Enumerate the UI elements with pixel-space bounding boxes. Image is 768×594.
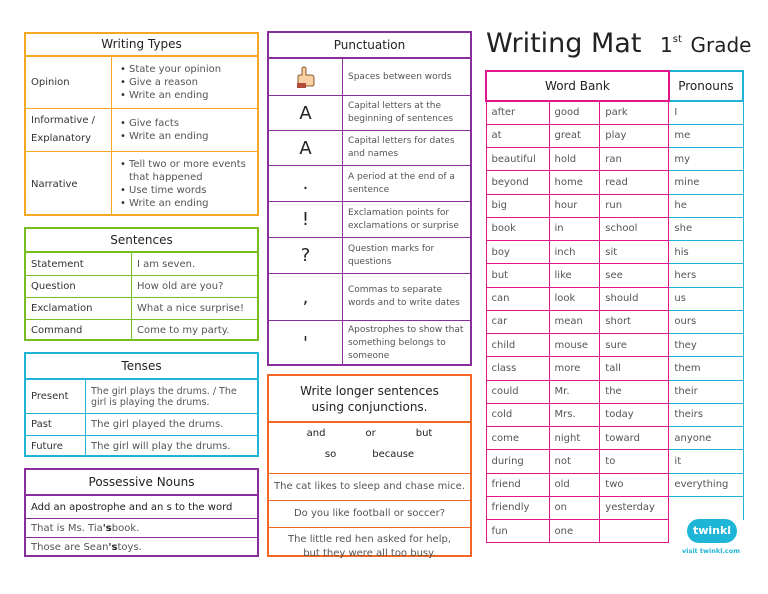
word-cell: tall xyxy=(600,357,669,380)
word-cell xyxy=(600,520,669,543)
pronoun-cell: his xyxy=(669,241,743,264)
punctuation-symbol: ! xyxy=(269,202,343,237)
punctuation-desc: Capital letters for dates and names xyxy=(348,136,455,159)
grade-suffix: st xyxy=(672,34,682,45)
bullet: • Give a reason xyxy=(129,76,221,89)
word-cell: come xyxy=(486,427,549,450)
hand-icon-svg xyxy=(293,64,319,90)
word-bank-row xyxy=(486,357,743,380)
word-cell: more xyxy=(549,357,600,380)
punctuation-symbol: . xyxy=(269,166,343,201)
tense-example: The girl played the drums. xyxy=(91,419,224,430)
possessive-rule-text: Add an apostrophe and an s to the word xyxy=(31,501,233,513)
sentence-example: How old are you? xyxy=(137,281,224,292)
possessive-nouns-panel xyxy=(24,468,259,557)
tense-row xyxy=(26,435,257,457)
sentence-type: Command xyxy=(26,320,132,341)
sentence-example: I am seven. xyxy=(137,258,196,270)
punctuation-row xyxy=(269,95,470,130)
word-cell: friendly xyxy=(486,496,549,519)
bullet: • Write an ending xyxy=(129,130,209,143)
punctuation-row xyxy=(269,237,470,273)
word-cell: sure xyxy=(600,334,669,357)
pronoun-cell: ours xyxy=(669,310,743,333)
tense-row xyxy=(26,380,257,413)
word-bank-row xyxy=(486,171,743,194)
word-bank-row xyxy=(486,334,743,357)
possessive-example-text: That is Ms. Tia xyxy=(31,522,103,534)
word-cell: book xyxy=(486,217,549,240)
writing-type-bullets xyxy=(117,158,252,210)
word-bank-row xyxy=(486,148,743,171)
word-cell: fun xyxy=(486,520,549,543)
word-cell: two xyxy=(600,473,669,496)
bullet: • Write an ending xyxy=(129,89,221,102)
conjunction-word: because xyxy=(372,449,415,460)
punctuation-desc: Spaces between words xyxy=(348,72,452,82)
word-cell: to xyxy=(600,450,669,473)
pronoun-cell: theirs xyxy=(669,403,743,426)
tense-label: Present xyxy=(26,380,86,413)
pointing-hand-icon xyxy=(269,59,343,95)
bullet: • Use time words xyxy=(129,184,252,197)
word-bank-title: Word Bank xyxy=(486,71,669,101)
tense-row xyxy=(26,413,257,435)
pronoun-cell: their xyxy=(669,380,743,403)
pronouns-title: Pronouns xyxy=(669,71,743,101)
word-cell: after xyxy=(486,101,549,124)
sentence-type: Exclamation xyxy=(26,298,132,319)
writing-type-label: Opinion xyxy=(26,57,112,108)
tenses-panel xyxy=(24,352,259,457)
word-cell: car xyxy=(486,310,549,333)
possessive-example xyxy=(26,537,257,556)
word-cell: friend xyxy=(486,473,549,496)
page-title xyxy=(486,28,751,59)
pronoun-cell: us xyxy=(669,287,743,310)
punctuation-symbol: ? xyxy=(269,238,343,273)
word-cell: run xyxy=(600,194,669,217)
word-bank-row xyxy=(486,450,743,473)
bullet: • Give facts xyxy=(129,117,209,130)
word-cell: toward xyxy=(600,427,669,450)
word-cell: at xyxy=(486,124,549,147)
word-cell: could xyxy=(486,380,549,403)
word-cell: night xyxy=(549,427,600,450)
pronoun-cell: he xyxy=(669,194,743,217)
word-cell: one xyxy=(549,520,600,543)
punctuation-desc: Commas to separate words and to write dates xyxy=(348,285,460,308)
word-cell: park xyxy=(600,101,669,124)
pronoun-cell: them xyxy=(669,357,743,380)
word-cell: in xyxy=(549,217,600,240)
word-cell: big xyxy=(486,194,549,217)
word-bank-row xyxy=(486,427,743,450)
twinkl-logo-text: twinkl xyxy=(692,524,732,537)
word-bank-row xyxy=(486,217,743,240)
pronoun-cell: me xyxy=(669,124,743,147)
word-cell: hour xyxy=(549,194,600,217)
word-cell: cold xyxy=(486,403,549,426)
writing-type-bullets xyxy=(117,117,209,143)
punctuation-row xyxy=(269,59,470,95)
pronoun-cell: they xyxy=(669,334,743,357)
conjunction-word: and xyxy=(306,428,326,439)
sentence-row xyxy=(26,319,257,341)
punctuation-row xyxy=(269,165,470,201)
bullet: • Write an ending xyxy=(129,197,252,210)
word-bank-row xyxy=(486,473,743,496)
word-cell: inch xyxy=(549,241,600,264)
word-cell: ran xyxy=(600,148,669,171)
writing-type-row xyxy=(26,108,257,151)
word-bank-row xyxy=(486,310,743,333)
conjunction-word: or xyxy=(365,428,376,439)
word-bank-row xyxy=(486,194,743,217)
word-cell: sit xyxy=(600,241,669,264)
punctuation-desc: Apostrophes to show that something belongs to someone xyxy=(348,325,464,361)
possessive-example xyxy=(26,518,257,537)
bullet: • Tell two or more events that happened xyxy=(129,158,252,184)
writing-type-bullets xyxy=(117,63,221,102)
pronoun-cell: anyone xyxy=(669,427,743,450)
word-cell: hold xyxy=(549,148,600,171)
pronoun-cell: it xyxy=(669,450,743,473)
writing-types-title: Writing Types xyxy=(26,34,257,57)
word-cell: school xyxy=(600,217,669,240)
word-cell: short xyxy=(600,310,669,333)
word-cell: boy xyxy=(486,241,549,264)
word-cell: yesterday xyxy=(600,496,669,519)
possessive-example-text: Those are Sean xyxy=(31,541,109,553)
word-cell: but xyxy=(486,264,549,287)
tense-example: The girl plays the drums. / The girl is playing the drums. xyxy=(91,385,237,408)
sentences-panel xyxy=(24,227,259,341)
word-cell: today xyxy=(600,403,669,426)
sentence-type: Statement xyxy=(26,253,132,275)
word-bank-row xyxy=(486,264,743,287)
word-bank-row xyxy=(486,496,743,519)
word-cell: beyond xyxy=(486,171,549,194)
writing-types-rows xyxy=(26,57,257,216)
punctuation-row xyxy=(269,273,470,320)
possessive-rule xyxy=(26,496,257,518)
punctuation-desc: Exclamation points for exclamations or surprise xyxy=(348,207,459,231)
word-bank-row xyxy=(486,101,743,124)
sentence-row xyxy=(26,253,257,275)
pronoun-cell: everything xyxy=(669,473,743,496)
word-cell: great xyxy=(549,124,600,147)
possessive-apostrophe-s: 's xyxy=(102,522,112,534)
possessive-apostrophe-s: 's xyxy=(108,541,118,553)
tense-example: The girl will play the drums. xyxy=(91,441,231,452)
pronoun-cell: my xyxy=(669,148,743,171)
conjunction-example: The cat likes to sleep and chase mice. xyxy=(269,474,470,501)
word-cell: should xyxy=(600,287,669,310)
punctuation-symbol: A xyxy=(269,131,343,165)
conjunctions-panel xyxy=(267,374,472,557)
word-cell: child xyxy=(486,334,549,357)
punctuation-symbol: ' xyxy=(269,321,343,366)
tense-label: Future xyxy=(26,436,86,457)
word-cell: home xyxy=(549,171,600,194)
sentences-title: Sentences xyxy=(26,229,257,253)
pronoun-cell xyxy=(669,496,743,519)
word-cell: class xyxy=(486,357,549,380)
page-title-text: Writing Mat xyxy=(486,28,642,59)
grade-word: Grade xyxy=(690,33,752,57)
word-bank-row xyxy=(486,124,743,147)
word-cell: play xyxy=(600,124,669,147)
word-cell: old xyxy=(549,473,600,496)
word-cell: see xyxy=(600,264,669,287)
word-bank-body xyxy=(486,101,743,543)
sentence-row xyxy=(26,297,257,319)
conjunction-words xyxy=(269,423,470,474)
grade-number: 1 xyxy=(660,33,673,57)
conjunctions-title: Write longer sentences using conjunctions. xyxy=(269,376,470,423)
possessive-example-text: toys. xyxy=(117,541,142,553)
punctuation-desc: Capital letters at the beginning of sentences xyxy=(348,101,454,124)
punctuation-row xyxy=(269,130,470,165)
conjunction-word: but xyxy=(415,428,433,439)
conjunction-word: so xyxy=(324,449,337,460)
sentence-example: Come to my party. xyxy=(137,325,230,336)
possessive-nouns-title: Possessive Nouns xyxy=(26,470,257,496)
possessive-example-text: book. xyxy=(111,522,140,534)
conjunction-example: Do you like football or soccer? xyxy=(269,501,470,528)
word-cell: can xyxy=(486,287,549,310)
word-bank-row xyxy=(486,241,743,264)
sentence-example: What a nice surprise! xyxy=(137,303,244,314)
twinkl-url: visit twinkl.com xyxy=(682,547,741,555)
punctuation-title: Punctuation xyxy=(269,33,470,59)
word-cell: the xyxy=(600,380,669,403)
word-bank-row xyxy=(486,403,743,426)
word-cell: during xyxy=(486,450,549,473)
word-cell: mean xyxy=(549,310,600,333)
pronoun-cell: I xyxy=(669,101,743,124)
word-cell: beautiful xyxy=(486,148,549,171)
word-cell: not xyxy=(549,450,600,473)
punctuation-desc: A period at the end of a sentence xyxy=(348,171,455,195)
tenses-title: Tenses xyxy=(26,354,257,380)
punctuation-panel xyxy=(267,31,472,366)
word-cell: mouse xyxy=(549,334,600,357)
bullet: • State your opinion xyxy=(129,63,221,76)
sentence-type: Question xyxy=(26,276,132,297)
word-cell: on xyxy=(549,496,600,519)
word-cell: look xyxy=(549,287,600,310)
word-cell: like xyxy=(549,264,600,287)
writing-type-row xyxy=(26,151,257,216)
punctuation-row xyxy=(269,320,470,366)
word-bank-row xyxy=(486,287,743,310)
word-cell: Mrs. xyxy=(549,403,600,426)
word-cell: Mr. xyxy=(549,380,600,403)
writing-types-panel xyxy=(24,32,259,216)
writing-type-label: Narrative xyxy=(26,152,112,216)
pronoun-cell: she xyxy=(669,217,743,240)
twinkl-logo xyxy=(687,519,737,543)
pronoun-cell: hers xyxy=(669,264,743,287)
punctuation-row xyxy=(269,201,470,237)
word-bank-row xyxy=(486,380,743,403)
sentence-row xyxy=(26,275,257,297)
conjunction-example: The little red hen asked for help, but they were all too busy. xyxy=(287,534,452,559)
pronoun-cell: mine xyxy=(669,171,743,194)
word-cell: read xyxy=(600,171,669,194)
punctuation-desc: Question marks for questions xyxy=(348,243,435,267)
word-bank-table xyxy=(485,70,744,543)
tense-label: Past xyxy=(26,414,86,435)
punctuation-symbol: , xyxy=(269,274,343,320)
word-cell: good xyxy=(549,101,600,124)
writing-type-row xyxy=(26,57,257,108)
punctuation-symbol: A xyxy=(269,96,343,130)
writing-type-label: Informative / Explanatory xyxy=(26,109,112,151)
